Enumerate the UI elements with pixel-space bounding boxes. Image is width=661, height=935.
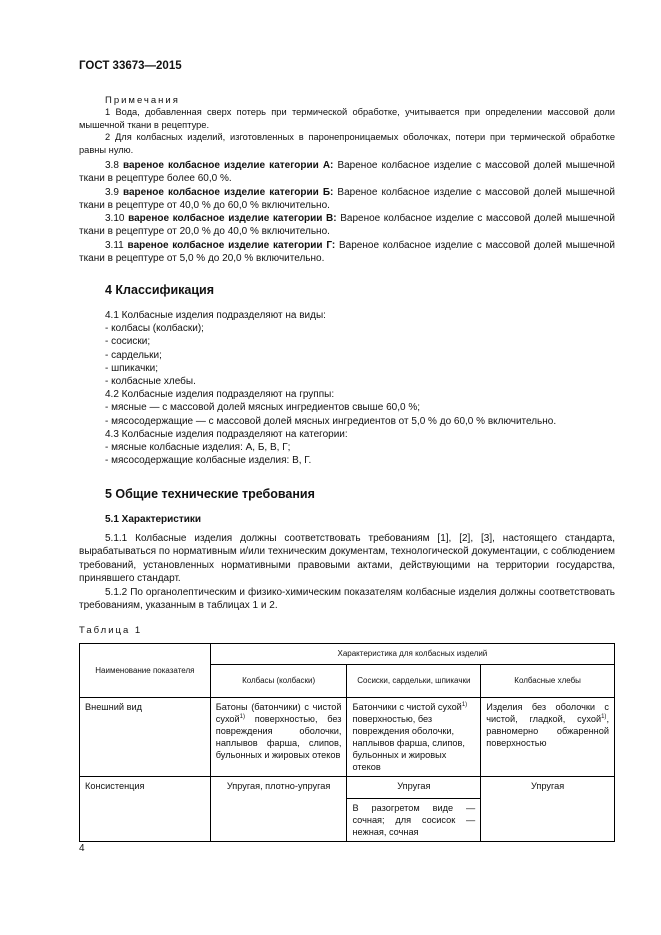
table-row bbox=[80, 777, 615, 842]
list-item: 4.2 Колбасные изделия подразделяют на группы: bbox=[105, 389, 335, 401]
definition-3-10: 3.10 вареное колбасное изделие категории В: Вареное колбасное изделие с массовой долей мышечной ткани в рецептуре от 20,0 % до 40,0 % включительно. bbox=[79, 213, 615, 238]
definition-3-11: 3.11 вареное колбасное изделие категории Г: Вареное колбасное изделие с массовой долей мышечной ткани в рецептуре от 5,0 % до 20,0 % включительно. bbox=[79, 240, 615, 265]
list-item: - мясосодержащие колбасные изделия: В, Г. bbox=[105, 455, 312, 467]
list-item: - мясные колбасные изделия: А, Б, В, Г; bbox=[105, 442, 291, 454]
list-item: - сосиски; bbox=[105, 336, 151, 348]
note-1: 1 Вода, добавленная сверх потерь при термической обработке, учитывается при определении массовой доли мышечной ткани в рецептуре. bbox=[79, 107, 615, 130]
subsection-5-1-title: 5.1 Характеристики bbox=[105, 514, 202, 525]
list-item: - шпикачки; bbox=[105, 362, 159, 374]
notes-title: Примечания bbox=[105, 95, 180, 106]
header-characteristic: Характеристика для колбасных изделий bbox=[210, 644, 614, 665]
paragraph-5-1-1: 5.1.1 Колбасные изделия должны соответствовать требованиям [1], [2], [3], настоящего стандарта, вырабатываться по нормативным и/или техническим документам, технологической документации, с соблюдением требований, установленных нормативными правовыми актами, действующими на территории государства, принявшего стандарт. bbox=[79, 533, 615, 584]
cell-appearance-frankfurters: Батончики с чистой сухой$^{1)}$ поверхностью, без повреждения оболочки, наплывов фарша, слипов, бульонных и жировых отеков bbox=[347, 698, 481, 777]
row-name-consistency: Консистенция bbox=[80, 777, 211, 842]
cell-consistency-sausages: Упругая, плотно-упругая bbox=[210, 777, 347, 842]
list-item: 4.1 Колбасные изделия подразделяют на виды: bbox=[105, 310, 326, 321]
list-item: 4.3 Колбасные изделия подразделяют на категории: bbox=[105, 428, 348, 440]
definition-3-8: 3.8 вареное колбасное изделие категории А: Вареное колбасное изделие с массовой долей мышечной ткани в рецептуре более 60,0 %. bbox=[79, 160, 615, 185]
header-indicator-name: Наименование показателя bbox=[80, 644, 211, 698]
table-1 bbox=[79, 643, 615, 842]
row-name-appearance: Внешний вид bbox=[80, 698, 211, 777]
table-row bbox=[80, 698, 615, 777]
cell-appearance-sausages: Батоны (батончики) с чистой сухой$^{1)}$ поверхностью, без повреждения оболочки, наплывов фарша, слипов, бульонных и жировых отеков bbox=[210, 698, 347, 777]
definition-3-9: 3.9 вареное колбасное изделие категории Б: Вареное колбасное изделие с массовой долей мышечной ткани в рецептуре от 40,0 % до 60,0 % включительно. bbox=[79, 187, 616, 212]
list-item: - колбасы (колбаски); bbox=[105, 323, 204, 335]
list-item: - мясосодержащие — с массовой долей мясных ингредиентов от 5,0 % до 60,0 % включительно. bbox=[105, 415, 557, 427]
header-sausages: Колбасы (колбаски) bbox=[210, 665, 347, 698]
list-item: - сардельки; bbox=[105, 349, 162, 361]
table-caption: Таблица 1 bbox=[79, 625, 143, 636]
header-frankfurters: Сосиски, сардельки, шпикачки bbox=[347, 665, 481, 698]
header-sausage-loaves: Колбасные хлебы bbox=[481, 665, 615, 698]
cell-appearance-loaves: Изделия без оболочки с чистой, гладкой, сухой$^{1)}$, равномерно обжаренной поверхностью bbox=[481, 698, 615, 777]
standard-header: ГОСТ 33673—2015 bbox=[79, 60, 182, 72]
cell-consistency-loaves: Упругая bbox=[481, 777, 615, 842]
classification-list bbox=[105, 309, 615, 467]
list-item: - колбасные хлебы. bbox=[105, 376, 196, 388]
list-item: - мясные — с массовой долей мясных ингредиентов свыше 60,0 %; bbox=[105, 402, 421, 414]
cell-consistency-heated: В разогретом виде — сочная; для сосисок — нежная, сочная bbox=[347, 798, 480, 841]
page-number: 4 bbox=[79, 843, 85, 854]
cell-consistency-frankfurters: Упругая В разогретом виде — сочная; для сосисок — нежная, сочная bbox=[347, 777, 481, 842]
section-4-title: 4 Классификация bbox=[105, 283, 215, 297]
note-2: 2 Для колбасных изделий, изготовленных в паронепроницаемых оболочках, потери при термической обработке равны нулю. bbox=[79, 132, 615, 155]
paragraph-5-1-2: 5.1.2 По органолептическим и физико-химическим показателям колбасные изделия должны соответствовать требованиям, указанным в таблицах 1 и 2. bbox=[79, 587, 615, 612]
section-5-title: 5 Общие технические требования bbox=[105, 487, 315, 501]
